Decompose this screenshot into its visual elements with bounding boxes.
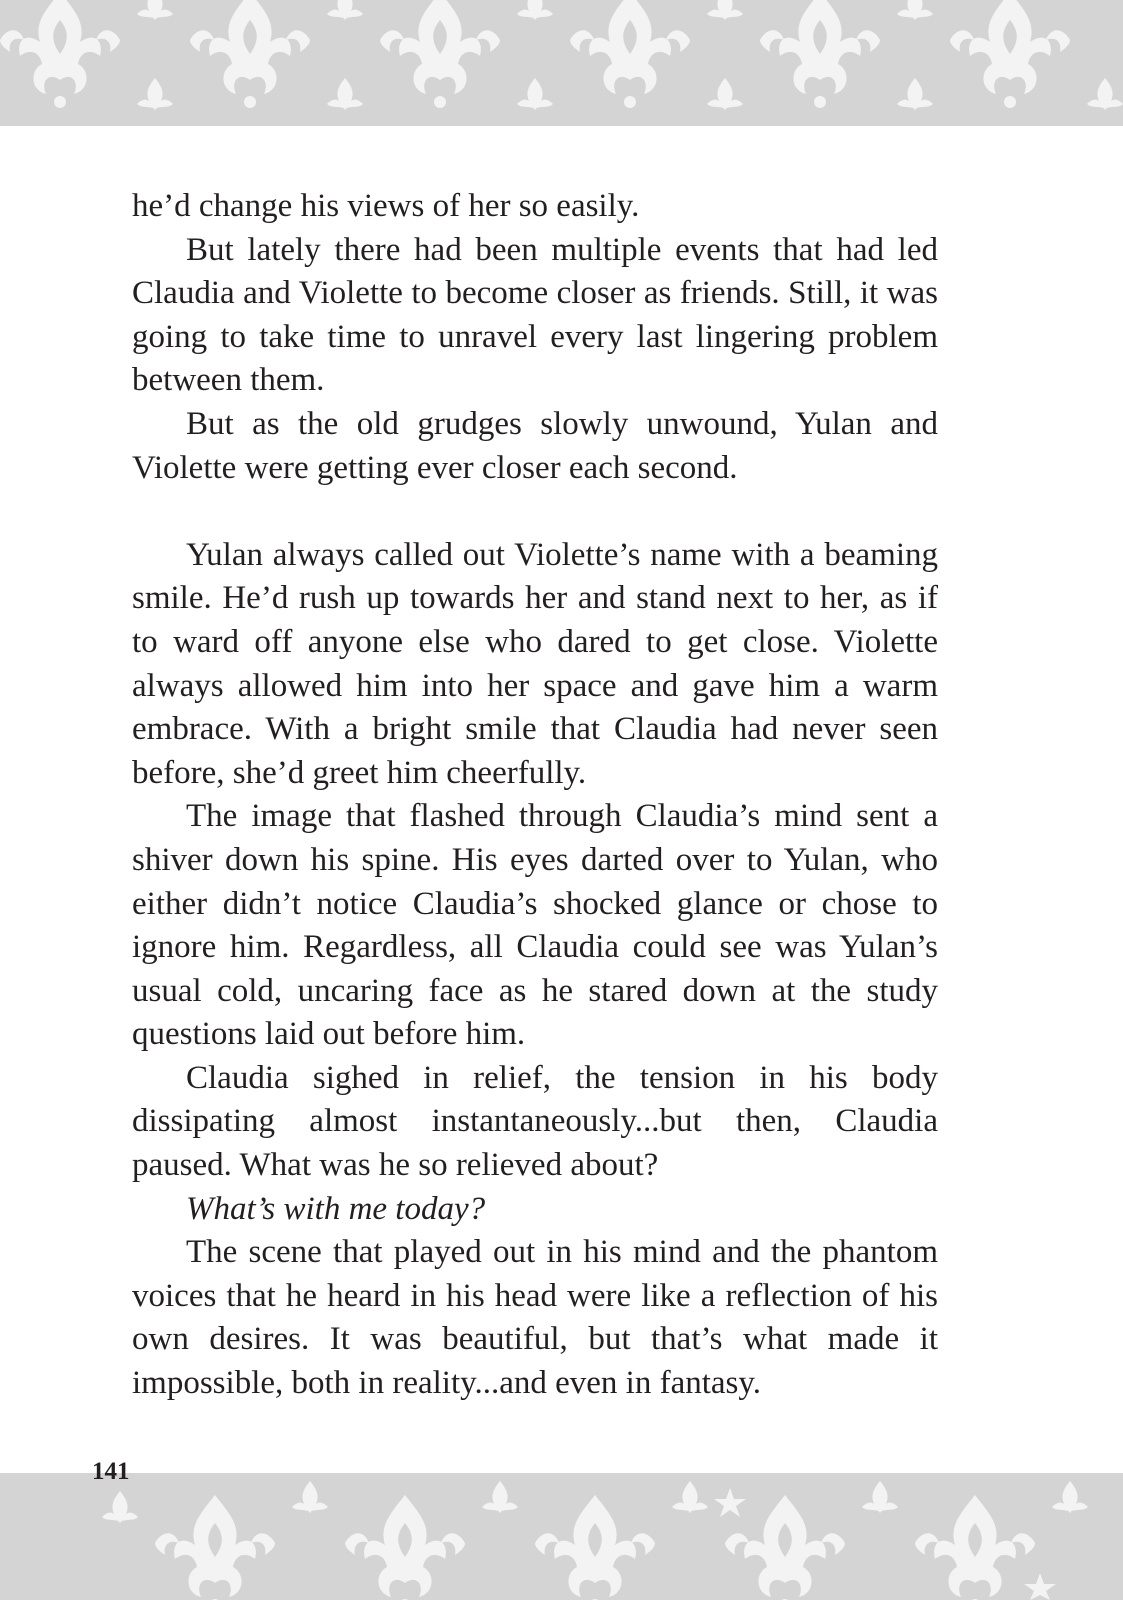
paragraph-2: But lately there had been multiple events that had led Claudia and Violette to become closer as friends. Still, it was going to take time to unravel every last lingering problem between them. — [132, 231, 938, 399]
paragraph-8: The scene that played out in his mind and the phantom voices that he heard in his head were like a reflection of his own desires. It was beautiful, but that’s what made it impossible, both in reality...and even in fantasy. — [132, 1234, 938, 1402]
star-ornament-icon — [1024, 1573, 1056, 1600]
paragraph-5: The image that flashed through Claudia’s mind sent a shiver down his spine. His eyes darted over to Yulan, who either didn’t notice Claudia’s shocked glance or chose to ignore him. Regardless, all Claudia could see was Yulan’s usual cold, uncaring face as he stared down at the study questions laid out before him. — [132, 798, 938, 1053]
paragraph-6: Claudia sighed in relief, the tension in his body dissipating almost instantaneously...but then, Claudia paused. What was he so relieved about? — [132, 1059, 938, 1184]
page-body-text — [132, 185, 938, 1406]
paragraph-1: he’d change his views of her so easily. — [132, 188, 640, 224]
bottom-damask-border — [0, 1473, 1123, 1600]
paragraph-7-italic-thought: What’s with me today? — [186, 1190, 486, 1227]
page-number: 141 — [92, 1458, 130, 1485]
damask-pattern-top — [0, 0, 1123, 126]
paragraph-4: Yulan always called out Violette’s name with a beaming smile. He’d rush up towards her and stand next to her, as if to ward off anyone else who dared to get close. Violette always allowed him into her space and gave him a warm embrace. With a bright smile that Claudia had never seen before, she’d greet him cheerfully. — [132, 536, 938, 791]
top-damask-border — [0, 0, 1123, 126]
damask-pattern-bottom — [0, 1473, 1123, 1600]
star-ornament-icon — [714, 1488, 746, 1517]
paragraph-3: But as the old grudges slowly unwound, Yulan and Violette were getting ever closer each second. — [132, 405, 938, 486]
